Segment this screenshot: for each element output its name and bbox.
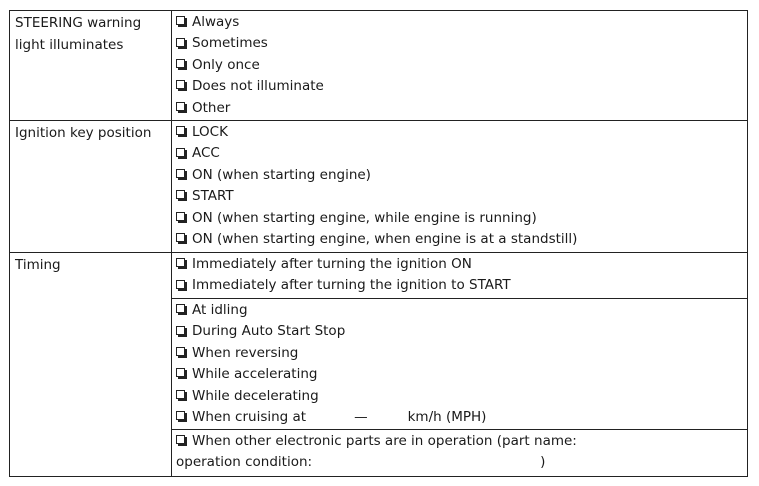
option-after-ignition-on[interactable]: Immediately after turning the ignition ON (176, 254, 743, 275)
option-cruising[interactable] (176, 407, 743, 428)
timing-group-ignition (176, 254, 743, 297)
checkbox-icon[interactable] (176, 326, 185, 335)
row-label-timing: Timing (15, 257, 61, 273)
subrow-divider (171, 298, 747, 299)
checkbox-icon[interactable] (176, 102, 185, 111)
cruising-unit: km/h (MPH) (407, 408, 487, 425)
checkbox-icon[interactable] (176, 190, 185, 199)
symptom-table (9, 10, 748, 477)
checkbox-icon[interactable] (176, 212, 185, 221)
option-on-running[interactable]: ON (when starting engine, while engine is running) (176, 208, 743, 229)
checkbox-icon[interactable] (176, 148, 185, 157)
checkbox-icon[interactable] (176, 435, 185, 444)
checkbox-icon[interactable] (176, 126, 185, 135)
operation-condition-line (176, 452, 743, 473)
subrow-divider (171, 429, 747, 430)
checkbox-icon[interactable] (176, 233, 185, 242)
option-acc[interactable]: ACC (176, 143, 743, 164)
checkbox-icon[interactable] (176, 258, 185, 267)
column-divider (171, 11, 172, 476)
option-other[interactable]: Other (176, 98, 743, 119)
row-divider (10, 120, 747, 121)
cruising-dash: — (354, 408, 368, 425)
option-on-starting[interactable]: ON (when starting engine) (176, 165, 743, 186)
checkbox-icon[interactable] (176, 304, 185, 313)
checkbox-icon[interactable] (176, 169, 185, 178)
option-after-ignition-start[interactable]: Immediately after turning the ignition to START (176, 275, 743, 296)
checkbox-icon[interactable] (176, 80, 185, 89)
option-accelerating[interactable]: While accelerating (176, 364, 743, 385)
option-sometimes[interactable]: Sometimes (176, 33, 743, 54)
checkbox-icon[interactable] (176, 347, 185, 356)
option-only-once[interactable]: Only once (176, 55, 743, 76)
option-other-electronic[interactable]: When other electronic parts are in operation (part name: (176, 431, 743, 452)
checkbox-icon[interactable] (176, 16, 185, 25)
option-start[interactable]: START (176, 186, 743, 207)
timing-group-driving (176, 300, 743, 428)
option-does-not-illuminate[interactable]: Does not illuminate (176, 76, 743, 97)
checkbox-icon[interactable] (176, 59, 185, 68)
closing-paren: ) (540, 454, 546, 471)
operation-condition-label: operation condition: (176, 454, 313, 471)
cruising-prefix: When cruising at (192, 408, 307, 425)
timing-group-electronic (176, 431, 743, 474)
ignition-key-options (176, 122, 743, 250)
option-decelerating[interactable]: While decelerating (176, 386, 743, 407)
row-divider (10, 252, 747, 253)
option-lock[interactable]: LOCK (176, 122, 743, 143)
row-label-warning-light: STEERING warning light illuminates (15, 15, 142, 53)
warning-light-options (176, 12, 743, 119)
checkbox-icon[interactable] (176, 390, 185, 399)
option-on-standstill[interactable]: ON (when starting engine, when engine is at a standstill) (176, 229, 743, 250)
option-auto-start-stop[interactable]: During Auto Start Stop (176, 321, 743, 342)
checkbox-icon[interactable] (176, 280, 185, 289)
checkbox-icon[interactable] (176, 368, 185, 377)
option-reversing[interactable]: When reversing (176, 343, 743, 364)
checkbox-icon[interactable] (176, 38, 185, 47)
row-label-ignition-key: Ignition key position (15, 125, 152, 141)
checkbox-icon[interactable] (176, 411, 185, 420)
option-at-idling[interactable]: At idling (176, 300, 743, 321)
option-always[interactable]: Always (176, 12, 743, 33)
